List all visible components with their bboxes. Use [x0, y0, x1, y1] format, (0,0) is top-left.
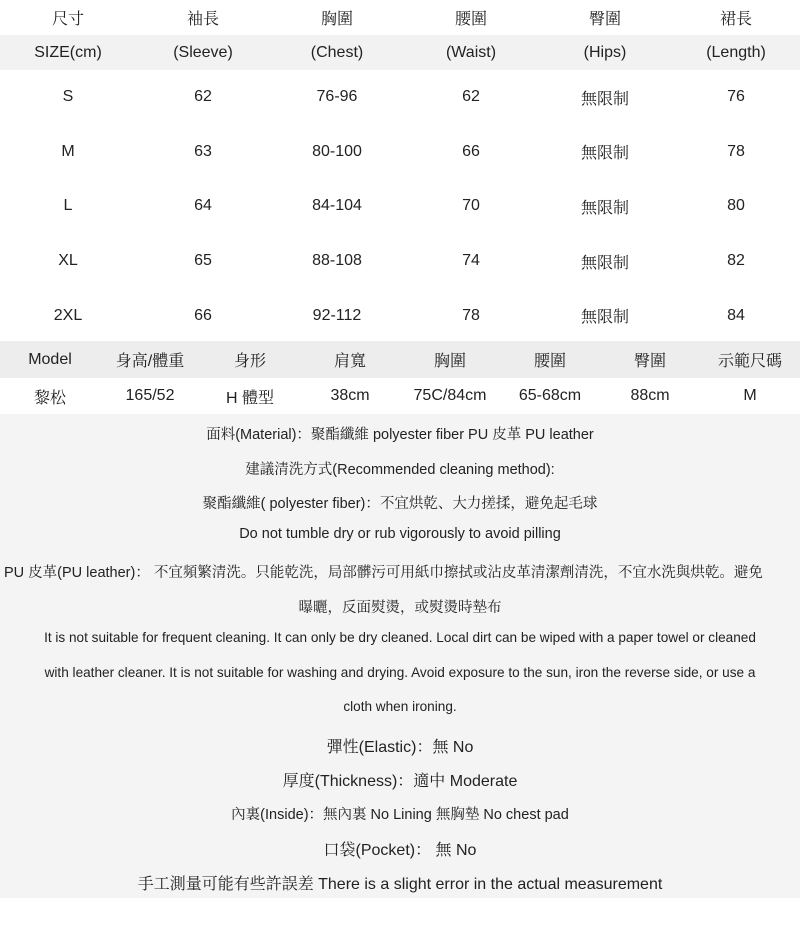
- sleeve-cell: 62: [194, 88, 212, 106]
- header-length-en: (Length): [706, 43, 766, 61]
- chest-cell: 88-108: [312, 252, 362, 270]
- length-cell: 82: [727, 252, 745, 270]
- hips-cell: 無限制: [580, 254, 629, 272]
- pu-care-en-line-2: with leather cleaner. It is not suitable for washing and drying. Avoid exposure to the sun, iron the reverse side, or use a: [44, 665, 756, 680]
- header-chest-en: (Chest): [310, 43, 364, 61]
- sleeve-cell: 64: [194, 197, 212, 215]
- care-title-line: 建議清洗方式(Recommended cleaning method):: [245, 462, 555, 478]
- model-hips: 88cm: [630, 387, 670, 404]
- header-hips-en: (Hips): [583, 43, 627, 61]
- elastic-line: 彈性(Elastic)：無 No: [326, 739, 474, 756]
- size-cell: XL: [58, 252, 78, 270]
- material-line: 面料(Material)：聚酯纖維 polyester fiber PU 皮革 PU leather: [206, 427, 594, 443]
- waist-cell: 70: [462, 197, 480, 215]
- size-table: [0, 0, 800, 343]
- model-header-height-weight: 身高/體重: [115, 353, 185, 370]
- model-body-shape: H 體型: [225, 389, 274, 407]
- size-row-xl: [0, 234, 800, 289]
- header-size-en: SIZE(cm): [34, 43, 102, 61]
- waist-cell: 74: [462, 252, 480, 270]
- header-chest-zh: 胸圍: [320, 11, 353, 28]
- care-info-section: [0, 414, 800, 898]
- header-length-zh: 裙長: [719, 11, 752, 28]
- sleeve-cell: 65: [194, 252, 212, 270]
- polyester-care-zh-line: 聚酯纖維( polyester fiber)：不宜烘乾、大力搓揉，避免起毛球: [202, 496, 598, 512]
- size-header-en-row: [0, 35, 800, 70]
- pu-care-zh-line-1: PU 皮革(PU leather)： 不宜頻繁清洗。只能乾洗，局部髒污可用紙巾擦拭或沾皮革清潔劑清洗，不宜水洗與烘乾。避免: [4, 565, 763, 581]
- model-shoulder: 38cm: [330, 387, 370, 404]
- size-row-2xl: [0, 288, 800, 343]
- pu-care-zh-line-2: 曝曬，反面熨燙，或熨燙時墊布: [298, 600, 502, 616]
- inside-line: 內裏(Inside)：無內裏 No Lining 無胸墊 No chest pad: [231, 807, 569, 823]
- model-name: 黎松: [33, 389, 66, 407]
- size-cell: M: [61, 142, 75, 160]
- sleeve-cell: 66: [194, 306, 212, 324]
- size-row-m: [0, 125, 800, 180]
- sleeve-cell: 63: [194, 142, 212, 160]
- header-sleeve-zh: 袖長: [186, 11, 219, 28]
- hips-cell: 無限制: [580, 199, 629, 217]
- waist-cell: 66: [462, 142, 480, 160]
- model-header-row: [0, 341, 800, 378]
- model-chest: 75C/84cm: [413, 387, 487, 404]
- waist-cell: 62: [462, 88, 480, 106]
- thickness-line: 厚度(Thickness)：適中 Moderate: [282, 773, 518, 790]
- model-table: [0, 341, 800, 414]
- model-header-waist: 腰圍: [533, 353, 566, 370]
- size-cell: S: [62, 88, 74, 106]
- size-header-zh-row: [0, 0, 800, 35]
- header-size-zh: 尺寸: [51, 11, 84, 28]
- size-cell: L: [63, 197, 73, 215]
- chest-cell: 80-100: [312, 142, 362, 160]
- hips-cell: 無限制: [580, 145, 629, 163]
- model-header-chest: 胸圍: [433, 353, 466, 370]
- model-header-shoulder: 肩寬: [333, 353, 366, 370]
- pu-care-en-line-3: cloth when ironing.: [343, 699, 457, 714]
- header-sleeve-en: (Sleeve): [173, 43, 233, 61]
- hips-cell: 無限制: [580, 309, 629, 327]
- pocket-line: 口袋(Pocket)： 無 No: [323, 842, 477, 859]
- chest-cell: 76-96: [316, 88, 358, 106]
- model-height-weight: 165/52: [125, 387, 175, 404]
- model-header-hips: 臀圍: [633, 353, 666, 370]
- size-row-l: [0, 179, 800, 234]
- hips-cell: 無限制: [580, 90, 629, 108]
- header-waist-zh: 腰圍: [454, 11, 487, 28]
- polyester-care-en-line: Do not tumble dry or rub vigorously to avoid pilling: [239, 526, 561, 542]
- chest-cell: 84-104: [312, 197, 362, 215]
- measurement-note-line: 手工測量可能有些許誤差 There is a slight error in the actual measurement: [137, 876, 663, 893]
- header-waist-en: (Waist): [445, 43, 497, 61]
- waist-cell: 78: [462, 306, 480, 324]
- length-cell: 78: [727, 142, 745, 160]
- size-cell: 2XL: [53, 306, 83, 324]
- header-hips-zh: 臀圍: [588, 11, 621, 28]
- model-values-row: [0, 378, 800, 414]
- model-waist: 65-68cm: [518, 387, 582, 404]
- chest-cell: 92-112: [312, 306, 362, 324]
- model-header-model: Model: [28, 350, 72, 368]
- model-header-demo-size: 示範尺碼: [717, 353, 782, 370]
- model-demo-size: M: [743, 387, 757, 404]
- size-row-s: [0, 70, 800, 125]
- length-cell: 76: [727, 88, 745, 106]
- length-cell: 84: [727, 306, 745, 324]
- length-cell: 80: [727, 197, 745, 215]
- pu-care-en-line-1: It is not suitable for frequent cleaning. It can only be dry cleaned. Local dirt can be wiped with a paper towel or cleaned: [44, 630, 756, 645]
- model-header-body-shape: 身形: [233, 353, 266, 370]
